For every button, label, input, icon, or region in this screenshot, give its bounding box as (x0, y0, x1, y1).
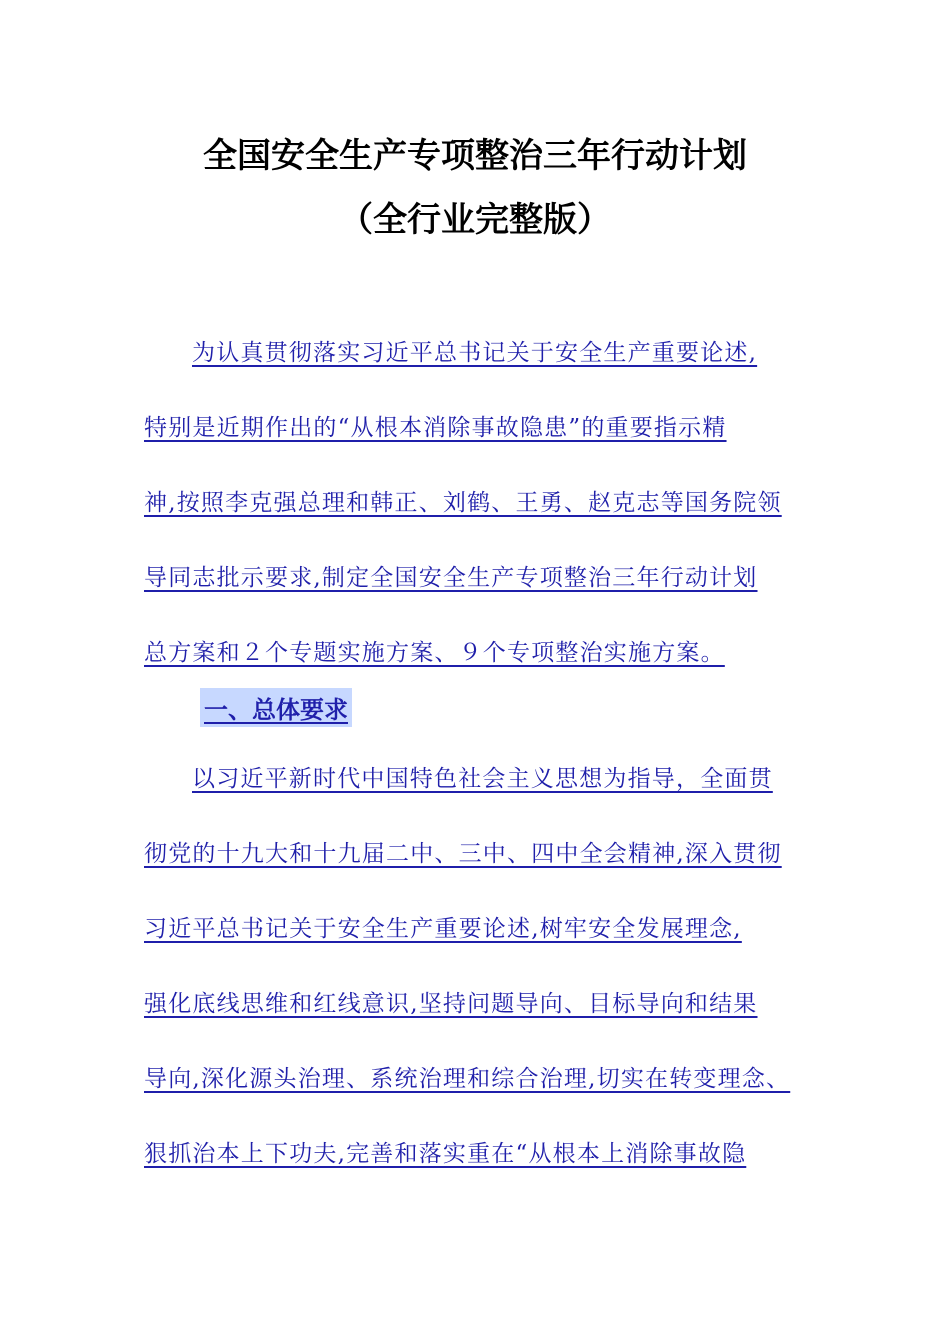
paragraph2-line[interactable]: 彻党的十九大和十九届二中、三中、四中全会精神,深入贯彻 (144, 841, 782, 867)
paragraph1-line[interactable]: 为认真贯彻落实习近平总书记关于安全生产重要论述, (192, 340, 758, 366)
paragraph2-line[interactable]: 狠抓治本上下功夫,完善和落实重在“从根本上消除事故隐 (144, 1141, 747, 1167)
paragraph2-line[interactable]: 强化底线思维和红线意识,坚持问题导向、目标导向和结果 (144, 991, 758, 1017)
document-title: 全国安全生产专项整治三年行动计划 (203, 136, 747, 176)
paragraph2-line[interactable]: 导向,深化源头治理、系统治理和综合治理,切实在转变理念、 (144, 1066, 791, 1092)
paragraph1-line[interactable]: 总方案和２个专题实施方案、９个专项整治实施方案。 (144, 640, 725, 666)
paragraph2-line[interactable]: 以习近平新时代中国特色社会主义思想为指导，全面贯 (192, 766, 773, 792)
paragraph1-line[interactable]: 特别是近期作出的“从根本消除事故隐患”的重要指示精 (144, 415, 727, 441)
paragraph1-line[interactable]: 导同志批示要求,制定全国安全生产专项整治三年行动计划 (144, 565, 758, 591)
paragraph1-line[interactable]: 神,按照李克强总理和韩正、刘鹤、王勇、赵克志等国务院领 (144, 490, 782, 516)
paragraph2-line[interactable]: 习近平总书记关于安全生产重要论述,树牢安全发展理念, (144, 916, 742, 942)
section-heading[interactable]: 一、总体要求 (200, 688, 352, 727)
document-subtitle: （全行业完整版） (339, 200, 611, 240)
